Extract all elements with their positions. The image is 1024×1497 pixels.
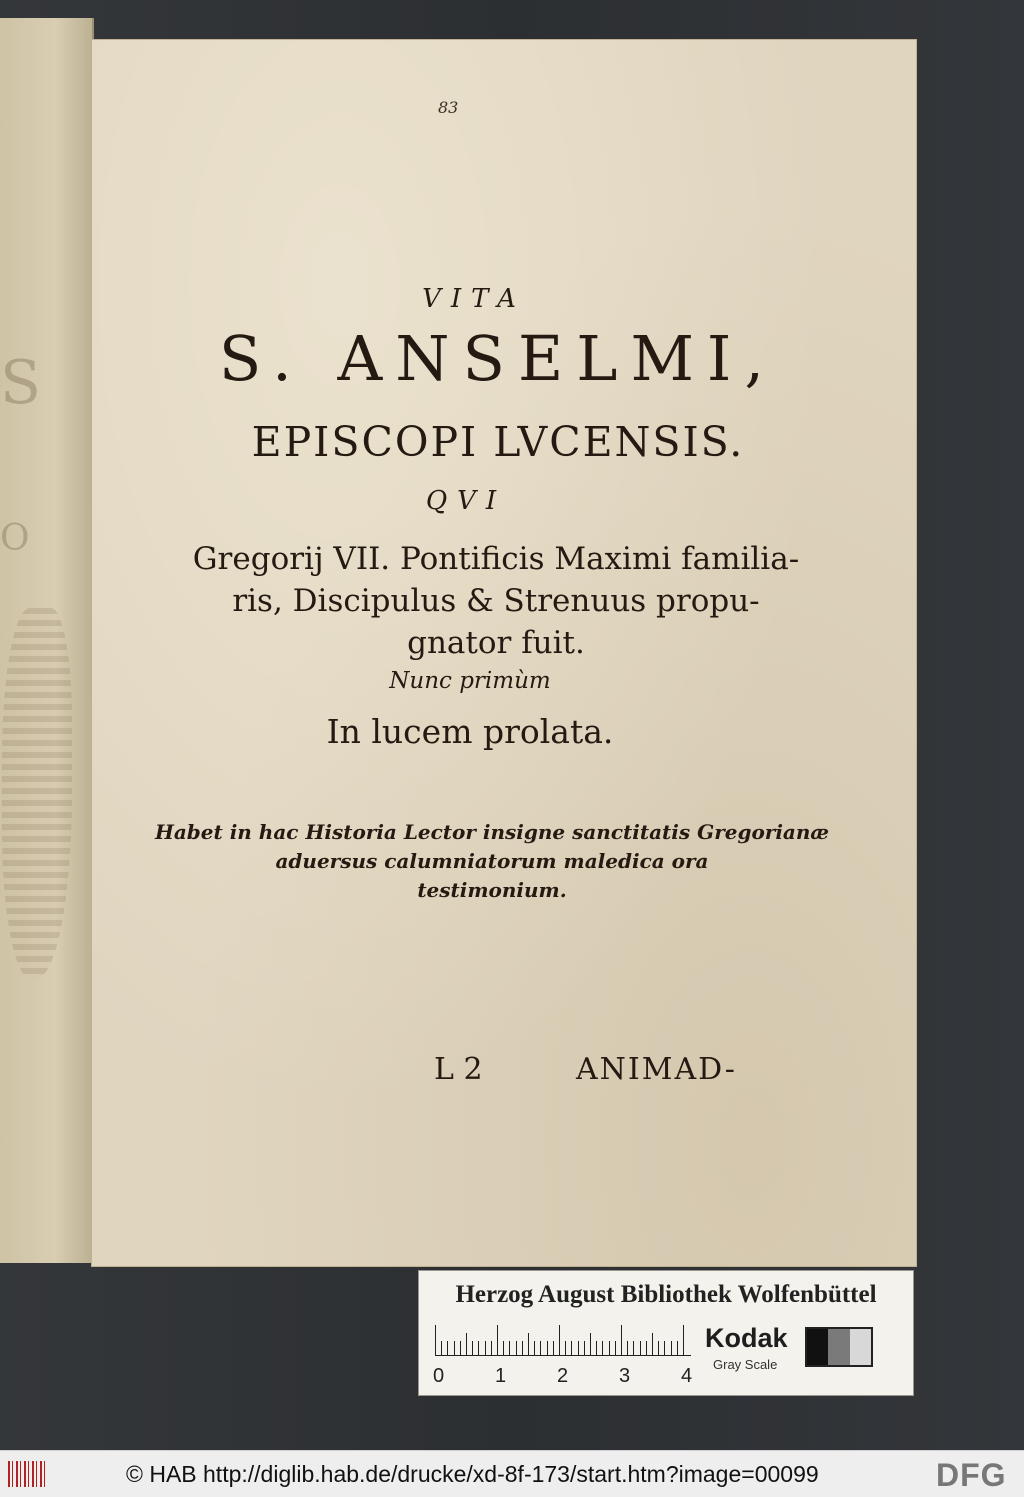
ruler-tick [609,1341,610,1355]
library-name: Herzog August Bibliothek Wolfenbüttel [455,1281,877,1308]
catchword: ANIMAD- [576,1052,737,1087]
ruler-tick [646,1341,647,1355]
gray-scale-label: Gray Scale [713,1357,778,1372]
ruler-tick [503,1341,504,1355]
ruler-tick [491,1341,492,1355]
ruler-tick [454,1341,455,1355]
in-lucem-prolata: In lucem prolata. [326,712,614,751]
ruler-tick [571,1341,572,1355]
ruler-tick [578,1341,579,1355]
gray-swatch [807,1329,828,1365]
title-subtitle: EPISCOPI LVCENSIS. [251,418,745,466]
gray-swatch [828,1329,849,1365]
ruler-tick [664,1341,665,1355]
ruler-tick [640,1341,641,1355]
bleed-through-letter: O [0,518,30,559]
ruler-tick [441,1341,442,1355]
ruler-tick [485,1341,486,1355]
description-line: ris, Discipulus & Strenuus propu- [232,583,760,619]
ruler-tick [547,1341,548,1355]
ruler-tick [466,1333,467,1355]
measurement-ruler [435,1323,691,1356]
title-main: S. ANSELMI, [218,322,778,395]
dfg-logo: DFG [936,1457,1007,1493]
ruler-tick [472,1341,473,1355]
ruler-tick [615,1341,616,1355]
ruler-tick [522,1341,523,1355]
copyright-url[interactable]: © HAB http://diglib.hab.de/drucke/xd-8f-173/start.htm?image=00099 [126,1461,819,1487]
ruler-tick [559,1325,560,1355]
habet-note [80,818,904,905]
barcode-icon [8,1461,46,1487]
gray-swatches [805,1327,873,1367]
signature-mark: L 2 [434,1052,483,1087]
ruler-tick [447,1341,448,1355]
ruler-number: 0 [433,1365,445,1387]
ruler-tick [435,1325,436,1355]
nunc-primum: Nunc primùm [389,668,551,694]
bleed-through-letter: S [0,348,42,418]
ruler-tick [540,1341,541,1355]
ruler-tick [460,1341,461,1355]
title-vita: VITA [422,284,526,314]
page-number: 83 [438,98,459,117]
gray-swatch [850,1329,871,1365]
ruler-tick [602,1341,603,1355]
ruler-number: 3 [619,1365,631,1387]
habet-line: testimonium. [417,878,567,902]
habet-line: aduersus calumniatorum maledica ora [275,849,709,873]
ruler-tick [590,1333,591,1355]
ruler-tick [658,1341,659,1355]
habet-line: Habet in hac Historia Lector insigne sanctitatis Gregorianæ [154,820,830,844]
footer-bar [0,1450,1024,1497]
ruler-number: 1 [495,1365,507,1387]
ruler-tick [621,1325,622,1355]
ruler-number: 2 [557,1365,569,1387]
color-calibration-card [418,1270,914,1396]
ruler-tick [584,1341,585,1355]
ruler-tick [528,1333,529,1355]
ruler-tick [627,1341,628,1355]
ruler-tick [683,1325,684,1355]
ruler-tick [565,1341,566,1355]
ruler-tick [596,1341,597,1355]
description-line: gnator fuit. [407,625,585,661]
ruler-tick [497,1325,498,1355]
ruler-number: 4 [681,1365,693,1387]
book-page [92,40,916,1266]
description-line: Gregorij VII. Pontificis Maximi familia- [192,541,800,577]
ruler-tick [534,1341,535,1355]
ruler-tick [478,1341,479,1355]
ruler-tick [633,1341,634,1355]
ruler-tick [652,1333,653,1355]
title-qui: QVI [425,486,507,516]
ruler-tick [516,1341,517,1355]
kodak-logo: Kodak [705,1323,788,1353]
description [84,538,908,664]
facing-page-edge [0,18,94,1263]
ruler-numbers [433,1365,703,1389]
ruler-tick [553,1341,554,1355]
ruler-tick [509,1341,510,1355]
ruler-tick [677,1341,678,1355]
bleed-through-ornament [2,608,72,978]
ruler-tick [671,1341,672,1355]
